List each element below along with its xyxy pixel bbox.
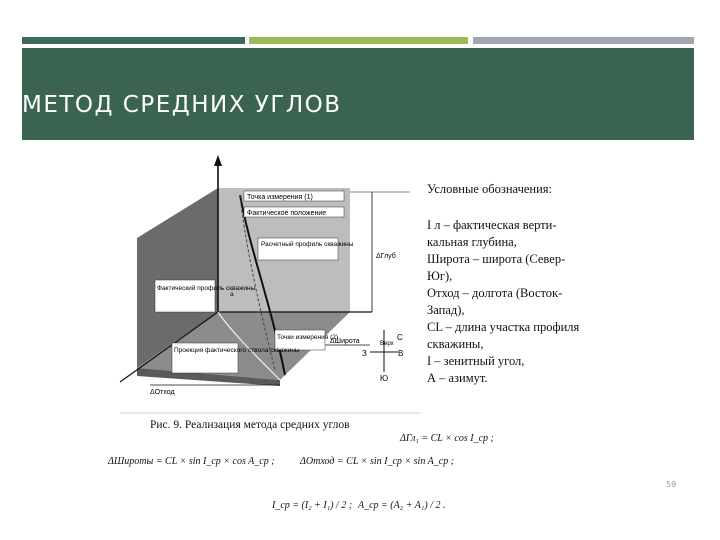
formula-latitude: ΔШироты = CL × sin I_ср × cos A_ср ; xyxy=(108,456,275,467)
legend-line: Юг), xyxy=(427,269,453,283)
delta-dep-label: ΔОтход xyxy=(150,389,175,396)
legend-line: Широта – широта (Север- xyxy=(427,252,566,266)
delta-lat-label: ΔШирота xyxy=(330,338,360,345)
measure-point-1-label: Точка измерения (1) xyxy=(247,194,313,201)
page-number: 59 xyxy=(666,480,677,489)
alpha-av-label: a xyxy=(230,291,234,298)
compass-south-label: Ю xyxy=(380,374,389,383)
formula-departure: ΔОтход = CL × sin I_ср × sin A_ср ; xyxy=(300,456,455,467)
formula-avg-inclination: I_ср = (I₂ + I₁) / 2 ; xyxy=(272,500,353,511)
formula-avg-azimuth: A_ср = (A₂ + A₁) / 2 . xyxy=(358,500,446,511)
compass-up-label: Верх xyxy=(380,341,394,347)
legend-line: Отход – долгота (Восток- xyxy=(427,286,563,300)
figure-caption: Рис. 9. Реализация метода средних углов xyxy=(150,419,350,431)
actual-profile-label: Фактический профиль скважины xyxy=(157,285,256,292)
legend-line: CL – длина участка профиля xyxy=(427,320,580,334)
actual-position-label: Фактическое положение xyxy=(247,210,327,217)
compass-east-label: В xyxy=(398,349,404,358)
compass-west-label: З xyxy=(362,349,367,358)
legend-line: I – зенитный угол, xyxy=(427,354,525,368)
legend-line: скважины, xyxy=(427,337,484,351)
legend-line: Условные обозначения: xyxy=(427,182,553,196)
design-profile-label: Расчетный профиль скважины xyxy=(261,241,354,248)
slide-title: МЕТОД СРЕДНИХ УГЛОВ xyxy=(22,92,342,118)
axis-arrowhead xyxy=(214,155,222,166)
legend-line: А – азимут. xyxy=(427,371,488,385)
projection-label: Проекция фактического ствола скважины xyxy=(174,347,300,354)
legend-line: кальная глубина, xyxy=(427,235,517,249)
legend-line: Запад), xyxy=(427,303,465,317)
compass-north-label: С xyxy=(397,333,403,342)
measure-point-2-label: Точки измерения (2) xyxy=(277,334,339,341)
legend-line: I л – фактическая верти- xyxy=(427,218,557,232)
formula-depth: ΔГл₁ = CL × cos I_ср ; xyxy=(400,433,494,444)
delta-depth-label: ΔГлуб xyxy=(376,253,396,260)
